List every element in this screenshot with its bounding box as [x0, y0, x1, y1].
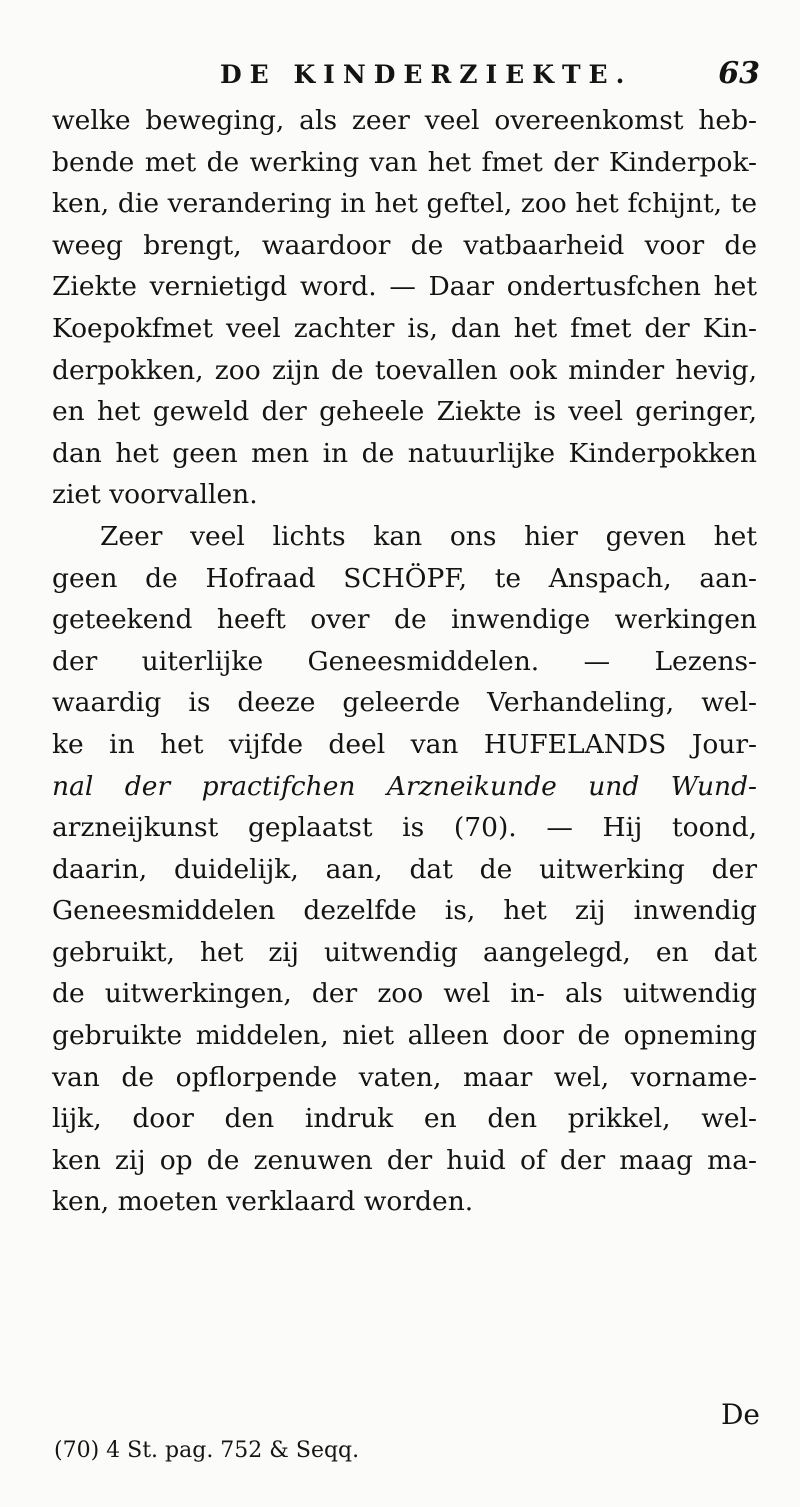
text-line: en het geweld der geheele Ziekte is veel geringer, — [52, 396, 757, 428]
text-line: bende met de werking van het fmet der Kinderpok- — [52, 146, 757, 178]
text-line: derpokken, zoo zijn de toevallen ook minder hevig, — [52, 354, 757, 386]
text-line: Ziekte vernietigd word. — Daar ondertusfchen het — [52, 271, 757, 303]
text-line: geteekend heeft over de inwendige werkingen — [52, 604, 757, 636]
page-header — [140, 56, 760, 100]
text-line: der uiterlijke Geneesmiddelen. — Lezens- — [52, 645, 757, 677]
text-line: dan het geen men in de natuurlijke Kinderpokken — [52, 437, 757, 469]
text-line: ken zij op de zenuwen der huid of der maag ma- — [52, 1144, 757, 1176]
text-line: ken, moeten verklaard worden. — [52, 1186, 474, 1218]
text-line: Zeer veel lichts kan ons hier geven het — [100, 520, 757, 552]
text-line: nal der practifchen Arzneikunde und Wund- — [52, 770, 757, 802]
text-line: ke in het vijfde deel van HUFELANDS Jour- — [52, 728, 757, 760]
footnote: (70) 4 St. pag. 752 & Seqq. — [54, 1438, 360, 1463]
body-text — [52, 100, 757, 1223]
text-line: ziet voorvallen. — [52, 479, 258, 511]
text-line: daarin, duidelijk, aan, dat de uitwerking der — [52, 853, 757, 885]
text-line: waardig is deeze geleerde Verhandeling, wel- — [52, 687, 757, 719]
catchword: De — [720, 1398, 760, 1431]
text-line: de uitwerkingen, der zoo wel in- als uitwendig — [52, 978, 757, 1010]
running-head: DE KINDERZIEKTE. — [220, 60, 633, 89]
text-line: weeg brengt, waardoor de vatbaarheid voor de — [52, 229, 757, 261]
text-line: gebruikte middelen, niet alleen door de opneming — [52, 1020, 757, 1052]
text-line: arzneijkunst geplaatst is (70). — Hij toond, — [52, 812, 757, 844]
text-line: Geneesmiddelen dezelfde is, het zij inwendig — [52, 895, 757, 927]
text-line: lijk, door den indruk en den prikkel, wel- — [52, 1103, 757, 1135]
text-line: Koepokfmet veel zachter is, dan het fmet der Kin- — [52, 312, 757, 344]
text-line: gebruikt, het zij uitwendig aangelegd, en dat — [52, 936, 757, 968]
text-line: welke beweging, als zeer veel overeenkomst heb- — [52, 105, 757, 136]
text-line: ken, die verandering in het geftel, zoo het fchijnt, te — [52, 188, 757, 220]
text-line: van de opflorpende vaten, maar wel, vorname- — [52, 1061, 757, 1093]
page-number: 63 — [718, 56, 760, 91]
text-line: geen de Hofraad SCHÖPF, te Anspach, aan- — [52, 562, 757, 594]
